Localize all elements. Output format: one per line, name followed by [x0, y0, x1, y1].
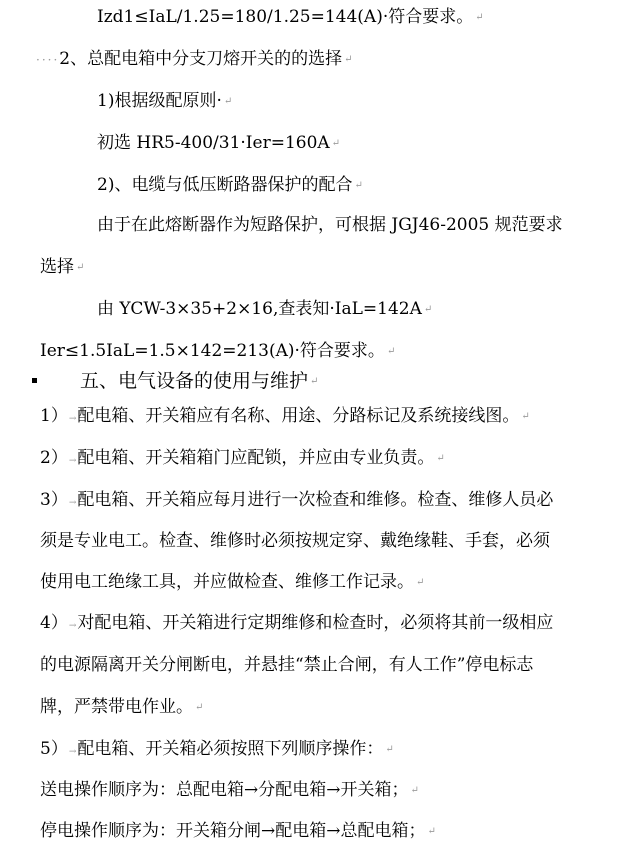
paragraph-mark-icon: ↵ [76, 261, 85, 273]
line-text: 须是专业电工。检查、维修时必须按规定穿、戴绝缘鞋、手套，必须 [40, 531, 550, 551]
paragraph-mark-icon: ↵ [416, 576, 425, 588]
paragraph-mark-icon: ↵ [423, 303, 433, 315]
item-number: 4） [40, 613, 68, 633]
line-text: 送电操作顺序为：总配电箱→分配电箱→开关箱； [40, 780, 409, 800]
line-text: 的电源隔离开关分闸断电，并悬挂“禁止合闸，有人工作”停电标志 [40, 655, 534, 675]
paragraph-mark-icon: ↵ [475, 11, 484, 23]
item-number: 5） [40, 739, 68, 759]
tab-mark-icon: → [68, 621, 77, 631]
list-item-3 [40, 489, 553, 514]
list-item-4 [40, 612, 553, 637]
paragraph-mark-icon: ↵ [521, 410, 530, 422]
line-text: 五、电气设备的使用与维护 [80, 370, 309, 392]
list-item-3-cont-1 [40, 530, 550, 552]
section-heading-5 [80, 370, 318, 393]
paragraph-mark-icon: ↵ [195, 701, 204, 713]
paragraph-mark-icon: ↵ [310, 376, 319, 387]
paragraph-mark-icon: ↵ [354, 179, 363, 191]
formula-line-ier [40, 340, 395, 363]
paragraph-mark-icon: ↵ [385, 743, 394, 755]
initial-selection-line [97, 132, 340, 155]
body-line-select [40, 256, 84, 279]
line-text: 配电箱、开关箱应每月进行一次检查和维修。检查、维修人员必 [77, 490, 554, 510]
list-item-1 [40, 405, 530, 430]
line-text: 2)、电缆与低压断路器保护的配合 [97, 175, 353, 195]
paragraph-mark-icon: ↵ [223, 95, 233, 107]
cable-lookup-line [97, 298, 432, 321]
line-text: 初选 HR5-400/31·Ier=160A [97, 133, 330, 153]
paragraph-mark-icon: ↵ [436, 452, 445, 464]
power-off-sequence [40, 820, 436, 843]
line-text: 由于在此熔断器作为短路保护，可根据 JGJ46-2005 规范要求 [97, 215, 563, 235]
line-text: 配电箱、开关箱应有名称、用途、分路标记及系统接线图。 [77, 406, 520, 426]
line-text: 由 YCW-3×35+2×16,查表知·IaL=142A [97, 299, 422, 319]
line-text: 对配电箱、开关箱进行定期维修和检查时，必须将其前一级相应 [77, 613, 554, 633]
paragraph-mark-icon: ↵ [410, 784, 419, 796]
paragraph-mark-icon: ↵ [344, 53, 353, 65]
list-item-5 [40, 738, 394, 763]
item-number: 3） [40, 490, 68, 510]
list-item-4-cont-2 [40, 696, 203, 719]
power-on-sequence [40, 779, 419, 802]
list-bullet-icon [32, 378, 37, 383]
paragraph-mark-icon: ↵ [427, 825, 436, 837]
paragraph-mark-icon: ↵ [386, 345, 396, 357]
item-cascade-principle [97, 90, 232, 113]
line-text: 使用电工绝缘工具，并应做检查、维修工作记录。 [40, 572, 414, 592]
line-text: 牌，严禁带电作业。 [40, 697, 193, 717]
paragraph-mark-icon: ↵ [331, 137, 341, 149]
tab-mark-icon: → [68, 414, 77, 424]
tab-mark-icon: → [68, 456, 77, 466]
subsection-heading-2 [36, 48, 352, 71]
line-text: 配电箱、开关箱箱门应配锁，并应由专业负责。 [77, 448, 435, 468]
list-item-4-cont-1 [40, 654, 533, 676]
line-text: 2、总配电箱中分支刀熔开关的的选择 [59, 49, 343, 69]
body-line-fuse-protection [97, 214, 563, 236]
item-number: 2） [40, 448, 68, 468]
formula-line-izd1 [97, 6, 484, 29]
tab-mark-icon: → [68, 498, 77, 508]
indent-dots: ···· [36, 53, 60, 67]
list-item-2 [40, 447, 445, 472]
line-text: 选择 [40, 257, 74, 277]
line-text: Ier≤1.5IaL=1.5×142=213(A)·符合要求。 [40, 341, 385, 361]
line-text: 停电操作顺序为：开关箱分闸→配电箱→总配电箱； [40, 821, 426, 841]
tab-mark-icon: → [68, 747, 77, 757]
item-number: 1） [40, 406, 68, 426]
item-cable-breaker-coordination [97, 174, 363, 197]
line-text: Izd1≤IaL/1.25=180/1.25=144(A)·符合要求。 [97, 7, 474, 27]
list-item-3-cont-2 [40, 571, 424, 594]
line-text: 配电箱、开关箱必须按照下列顺序操作： [77, 739, 384, 759]
line-text: 1)根据级配原则· [97, 91, 222, 111]
